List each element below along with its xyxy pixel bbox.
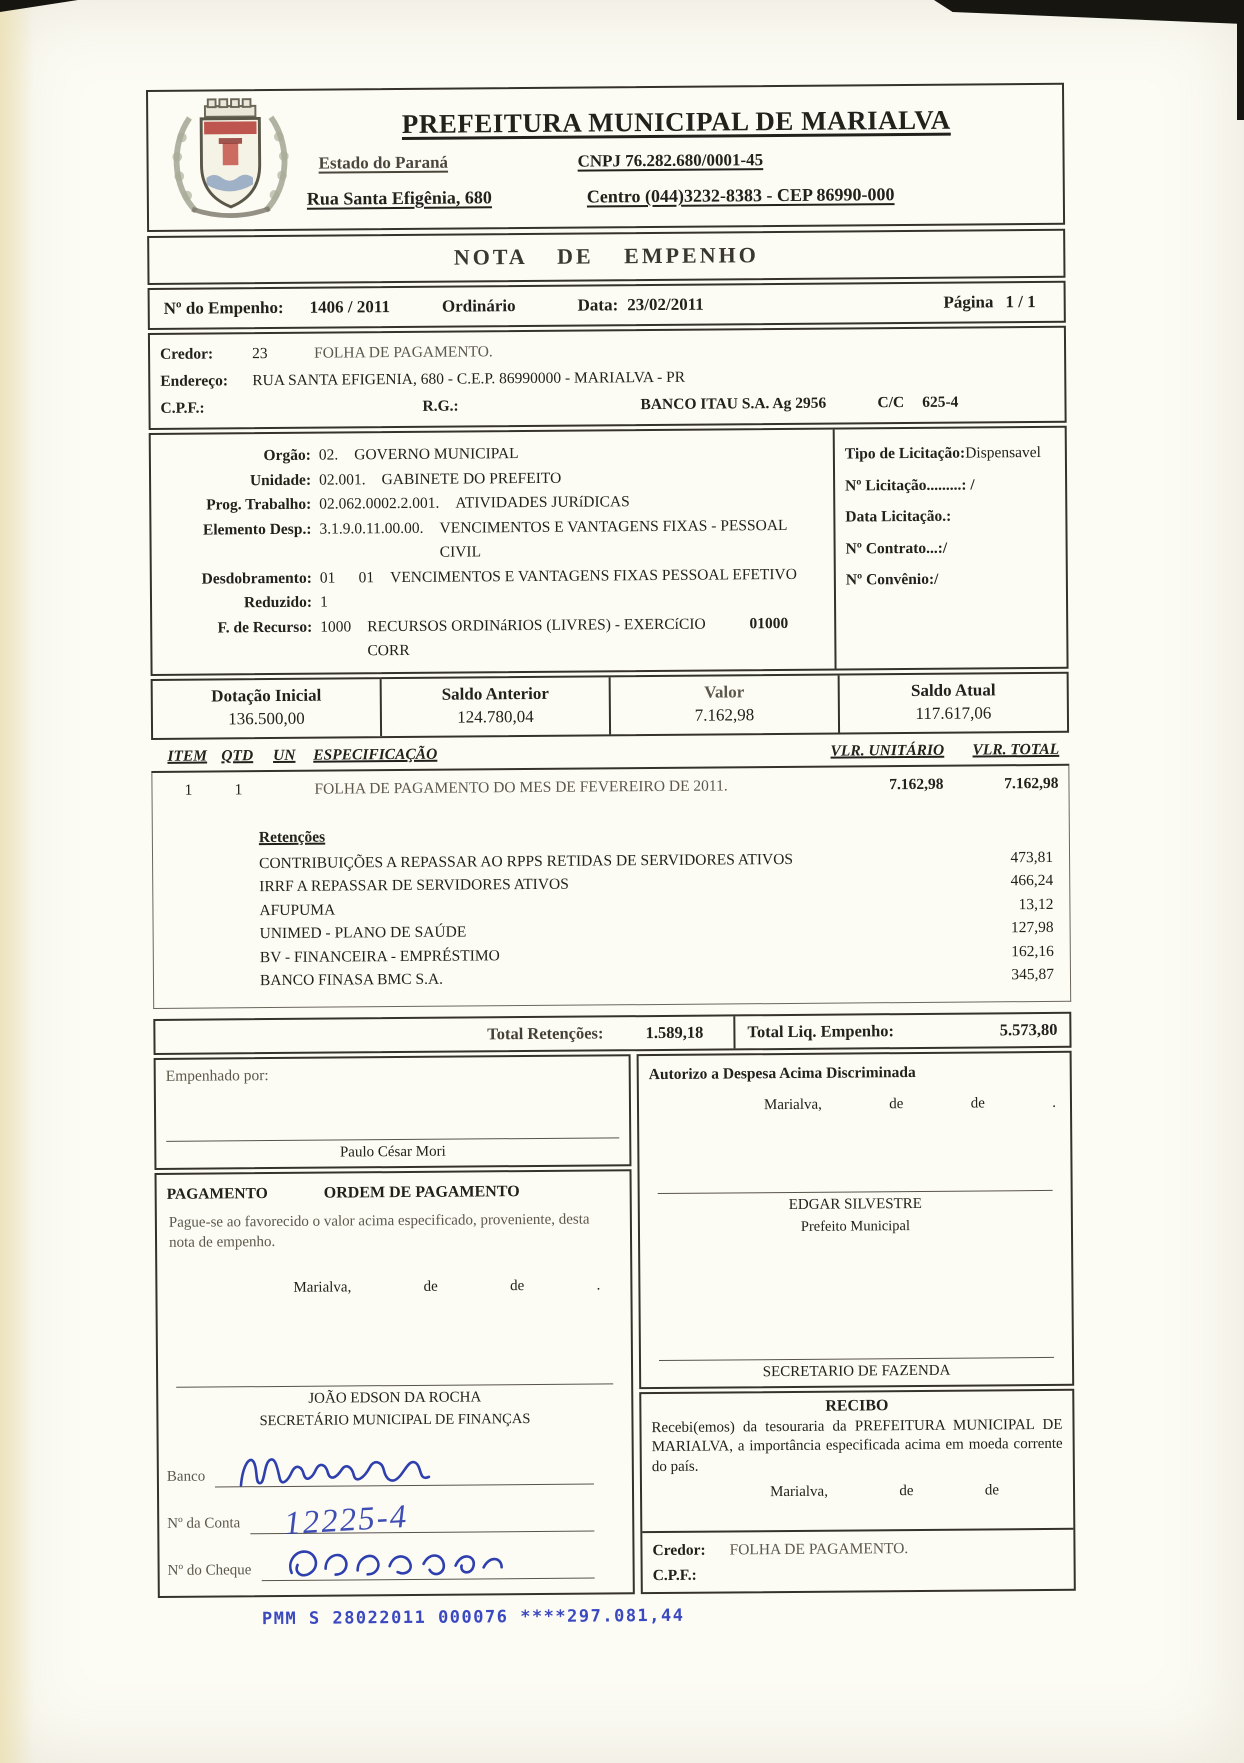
cnpj-number: CNPJ 76.282.680/0001-45 <box>577 150 764 171</box>
empenhado-label: Empenhado por: <box>165 1066 269 1085</box>
licitacao-convenio: Nº Convênio:/ <box>845 570 939 589</box>
elemento-desp-label: Elemento Desp.: <box>202 520 312 539</box>
empenho-number: 1406 / 2011 <box>309 297 391 317</box>
prog-trabalho-desc: ATIVIDADES JURíDICAS <box>455 493 630 512</box>
classification-row <box>160 562 828 592</box>
street-address: Rua Santa Efigênia, 680 <box>306 187 492 209</box>
empenho-number-row <box>148 281 1066 330</box>
scan-edge-artifact <box>0 0 78 12</box>
municipal-crest <box>156 96 305 225</box>
empenho-type: Ordinário <box>441 296 516 316</box>
dateline <box>157 1249 630 1298</box>
recibo-box <box>639 1388 1076 1593</box>
creditor-code: 23 <box>252 345 268 363</box>
saldo-header: Valor <box>704 681 745 702</box>
de-word: de <box>889 1095 904 1112</box>
saldo-value: 136.500,00 <box>228 708 305 728</box>
financas-signatory-role: SECRETÁRIO MUNICIPAL DE FINANÇAS <box>259 1410 531 1429</box>
coat-of-arms-icon <box>162 96 299 225</box>
retencao-name: IRRF A REPASSAR DE SERVIDORES ATIVOS <box>259 875 569 896</box>
conta-field-label: Nº da Conta <box>167 1514 241 1532</box>
item-description: FOLHA DE PAGAMENTO DO MES DE FEVEREIRO DE 2011. <box>314 776 728 798</box>
address-label: Endereço: <box>160 372 229 390</box>
total-liquido-value: 5.573,80 <box>999 1019 1058 1039</box>
budget-classification-section <box>149 426 1069 676</box>
fonte-recurso-label: F. de Recurso: <box>217 618 313 636</box>
creditor-ids-row <box>160 388 1054 422</box>
col-qtd-header: QTD <box>221 746 254 764</box>
retencao-value: 466,24 <box>1010 871 1054 890</box>
district-phone-cep: Centro (044)3232-8383 - CEP 86990-000 <box>586 184 895 207</box>
financas-signatory-name: JOÃO EDSON DA ROCHA <box>308 1388 482 1407</box>
licitacao-numero: Nº Licitação.........: / <box>845 476 975 495</box>
city-name: Marialva, <box>293 1279 352 1296</box>
banco-fill-line <box>215 1437 594 1487</box>
creditor-address: RUA SANTA EFIGENIA, 680 - C.E.P. 86990000 - MARIALVA - PR <box>252 368 686 390</box>
empenho-date: 23/02/2011 <box>627 294 704 315</box>
autorizo-box <box>637 1050 1075 1388</box>
elemento-desp-desc: VENCIMENTOS E VANTAGENS FIXAS - PESSOAL CIVIL <box>439 516 787 561</box>
saldo-header: Saldo Anterior <box>441 683 549 704</box>
recibo-creditor-name: FOLHA DE PAGAMENTO. <box>729 1539 909 1558</box>
fazenda-signatory-role: SECRETARIO DE FAZENDA <box>762 1362 951 1380</box>
reduzido-code: 1 <box>319 593 328 611</box>
scan-edge-artifact <box>1237 0 1244 120</box>
orgao-desc: GOVERNO MUNICIPAL <box>354 445 519 464</box>
orgao-label: Orgão: <box>263 446 311 465</box>
pagamento-header <box>157 1171 630 1211</box>
total-liquido-label: Total Liq. Empenho: <box>747 1020 895 1041</box>
right-signature-column <box>637 1050 1076 1593</box>
recibo-creditor-label: Credor: <box>652 1541 706 1559</box>
ordem-pagamento-text: Pague-se ao favorecido o valor acima especificado, proveniente, desta nota de empenho. <box>168 1211 590 1251</box>
retencoes-section <box>259 822 1054 992</box>
document-header <box>146 83 1065 232</box>
de-word: de <box>423 1278 438 1295</box>
col-especificacao-header: ESPECIFICAÇÃO <box>313 745 438 764</box>
reduzido-label: Reduzido: <box>243 593 313 612</box>
prefeito-signature-block <box>640 1189 1071 1242</box>
de-word: de <box>899 1483 914 1500</box>
banco-field-row <box>167 1437 620 1488</box>
document-title: NOTA DE EMPENHO <box>147 229 1065 285</box>
unidade-code: 02.001. <box>318 470 366 489</box>
page-label: Página <box>943 292 994 312</box>
licitacao-contrato: Nº Contrato...:/ <box>845 539 948 558</box>
state-name: Estado do Paraná <box>318 152 449 173</box>
licitacao-tipo-label: Tipo de Licitação: <box>844 444 966 463</box>
col-un-header: UN <box>272 746 296 764</box>
cheque-field-label: Nº do Cheque <box>167 1561 252 1579</box>
fonte-recurso-extra-code: 01000 <box>749 614 789 632</box>
ordem-pagamento-box <box>155 1169 635 1598</box>
item-number: 1 <box>184 781 193 799</box>
retencao-value: 162,16 <box>1011 942 1054 960</box>
unidade-desc: GABINETE DO PREFEITO <box>381 469 562 488</box>
scan-edge-artifact <box>934 0 1244 24</box>
recibo-text: Recebi(emos) da tesouraria da PREFEITURA MUNICIPAL DE MARIALVA, a importância especificada acima em moeda corrente do país. <box>651 1416 1063 1476</box>
bank-branch: BANCO ITAU S.A. Ag 2956 <box>640 394 827 414</box>
retencao-value: 13,12 <box>1018 895 1054 913</box>
prefeito-signatory-name: EDGAR SILVESTRE <box>788 1195 922 1213</box>
signatures-area <box>154 1050 1076 1597</box>
recibo-cpf-label: C.P.F.: <box>652 1566 697 1584</box>
account-label: C/C <box>877 394 905 412</box>
classification-row <box>159 513 827 567</box>
item-qty: 1 <box>234 780 243 798</box>
autorizo-title: Autorizo a Despesa Acima Discriminada <box>648 1063 916 1083</box>
scan-left-tint <box>0 0 34 1763</box>
de-word: de <box>510 1278 525 1295</box>
period: . <box>596 1277 601 1294</box>
saldo-value: 7.162,98 <box>694 704 755 725</box>
retencao-value: 127,98 <box>1010 918 1054 937</box>
recibo-cpf-row <box>653 1559 1064 1587</box>
empenhado-box <box>154 1054 632 1170</box>
de-word: de <box>970 1094 985 1112</box>
creditor-name: FOLHA DE PAGAMENTO. <box>314 343 493 362</box>
nota-de-empenho-form <box>146 83 1076 1630</box>
dateline <box>642 1475 1073 1502</box>
city-name: Marialva, <box>763 1096 822 1113</box>
saldo-anterior <box>380 677 609 736</box>
total-retencoes-label: Total Retenções: <box>487 1022 604 1043</box>
page-number: 1 / 1 <box>1005 292 1036 312</box>
retencao-row <box>260 963 1054 993</box>
financas-signature-block <box>158 1383 631 1437</box>
desdobramento-code: 01 01 <box>319 568 375 587</box>
saldo-value: 117.617,06 <box>915 702 992 723</box>
saldo-dotacao-inicial <box>153 679 380 738</box>
col-vlr-unitario-header: VLR. UNITÁRIO <box>830 741 945 760</box>
budget-classification <box>151 430 835 674</box>
licitacao-panel <box>833 428 1067 668</box>
city-name: Marialva, <box>769 1484 828 1501</box>
recibo-creditor-subbox <box>642 1527 1073 1591</box>
retencao-name: BV - FINANCEIRA - EMPRÉSTIMO <box>259 946 500 966</box>
item-unit-price: 7.162,98 <box>889 775 944 793</box>
creditor-section <box>148 326 1067 430</box>
creditor-label: Credor: <box>160 345 214 363</box>
date-label: Data: <box>577 295 619 315</box>
licitacao-tipo-value: Dispensavel <box>965 443 1041 462</box>
classification-row <box>160 611 828 665</box>
orgao-code: 02. <box>318 446 339 464</box>
retencoes-title: Retenções <box>258 828 326 846</box>
dot-matrix-validation-code: PMM S 28022011 000076 ****297.081,44 <box>261 1605 685 1629</box>
item-row <box>152 774 1068 799</box>
pagamento-label: PAGAMENTO <box>166 1184 268 1203</box>
fonte-recurso-code: 1000 <box>320 617 352 636</box>
empenhado-signatory-name: Paulo César Mori <box>339 1143 446 1161</box>
saldo-value: 124.780,04 <box>457 706 534 727</box>
licitacao-tipo <box>845 444 1057 464</box>
retencao-name: AFUPUMA <box>259 901 336 919</box>
saldo-atual <box>838 673 1067 732</box>
col-vlr-total-header: VLR. TOTAL <box>972 740 1060 759</box>
retencao-name: UNIMED - PLANO DE SAÚDE <box>259 923 467 943</box>
prog-trabalho-label: Prog. Trabalho: <box>206 495 312 514</box>
elemento-desp-code: 3.1.9.0.11.00.00. <box>319 519 424 538</box>
retencao-name: BANCO FINASA BMC S.A. <box>259 970 444 990</box>
dateline <box>639 1080 1070 1114</box>
municipality-title: PREFEITURA MUNICIPAL DE MARIALVA <box>401 104 951 139</box>
saldos-table <box>151 671 1069 739</box>
fazenda-signature-block <box>641 1356 1072 1386</box>
recibo-creditor-row <box>652 1534 1063 1562</box>
unidade-label: Unidade: <box>249 471 312 489</box>
rg-label: R.G.: <box>422 397 459 415</box>
prefeito-signatory-role: Prefeito Municipal <box>800 1217 911 1235</box>
account-number: 625-4 <box>922 393 959 411</box>
saldo-header: Saldo Atual <box>910 679 996 700</box>
cheque-field-row <box>167 1531 620 1582</box>
ordem-pagamento-title: ORDEM DE PAGAMENTO <box>323 1182 520 1202</box>
recibo-title: RECIBO <box>825 1396 889 1415</box>
licitacao-data: Data Licitação.: <box>845 507 952 526</box>
retencao-value: 473,81 <box>1010 848 1054 866</box>
items-table-body <box>151 765 1071 1008</box>
col-item-header: ITEM <box>167 747 208 765</box>
saldo-header: Dotação Inicial <box>211 685 322 706</box>
desdobramento-label: Desdobramento: <box>201 569 312 588</box>
banco-field-label: Banco <box>166 1468 206 1485</box>
fonte-recurso-desc: RECURSOS ORDINáRIOS (LIVRES) - EXERCíCIO CORR <box>367 615 706 660</box>
desdobramento-desc: VENCIMENTOS E VANTAGENS FIXAS PESSOAL EFETIVO <box>390 565 797 586</box>
retencao-name: CONTRIBUIÇÕES A REPASSAR AO RPPS RETIDAS DE SERVIDORES ATIVOS <box>259 850 794 872</box>
totals-row <box>153 1011 1071 1054</box>
retencao-value: 345,87 <box>1011 965 1055 984</box>
total-retencoes-value: 1.589,18 <box>615 1016 735 1049</box>
cheque-fill-line <box>261 1531 595 1581</box>
handwritten-cheque-scribble <box>279 1541 519 1589</box>
left-signature-column <box>154 1054 635 1598</box>
de-word: de <box>984 1482 1000 1499</box>
conta-fill-line <box>250 1484 594 1542</box>
period: . <box>1052 1094 1057 1111</box>
saldo-valor <box>609 675 838 734</box>
prog-trabalho-code: 02.062.0002.2.001. <box>319 494 440 513</box>
handwritten-account-number: 12225-4 <box>283 1498 410 1542</box>
item-total-price: 7.162,98 <box>1004 774 1059 792</box>
cpf-label: C.P.F.: <box>160 399 205 417</box>
empenho-number-label: Nº do Empenho: <box>163 297 284 318</box>
bank-fields <box>159 1433 633 1596</box>
